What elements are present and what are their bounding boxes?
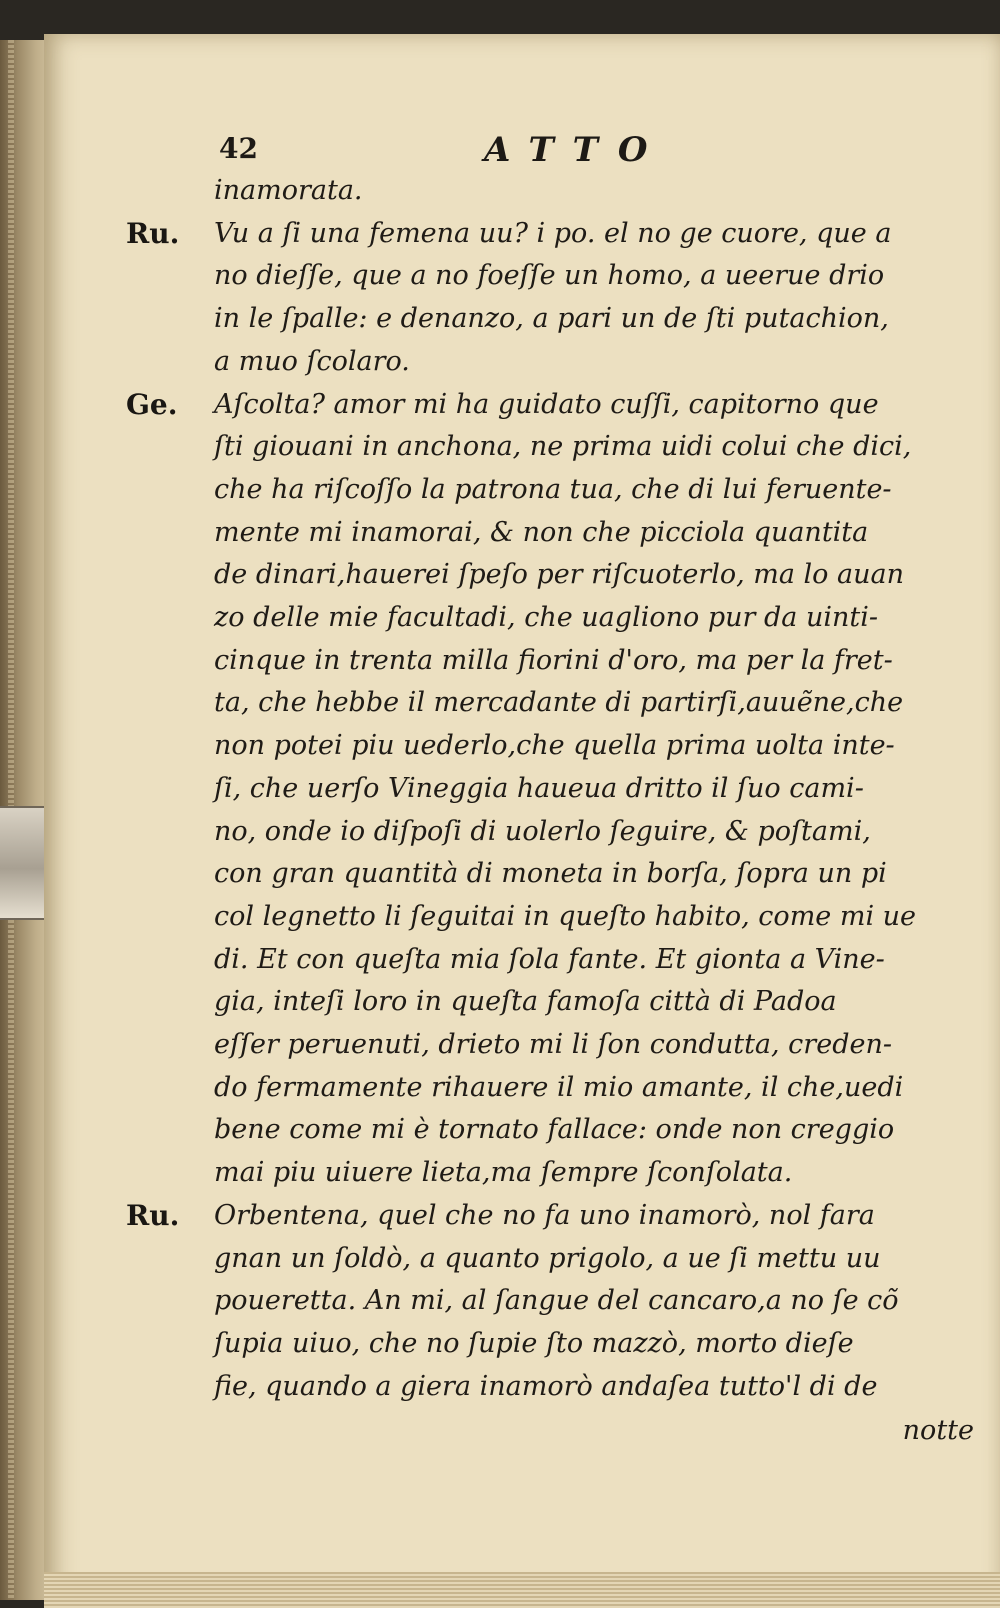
- line-text: no, onde io diſpoſi di uolerlo ſeguire, & poſtami,: [214, 815, 871, 847]
- line-text: no dieſſe, que a no foeſſe un homo, a ueerue drio: [214, 260, 885, 292]
- text-line: [214, 768, 994, 811]
- line-text: de dinari,hauerei ſpeſo per riſcuoterlo, ma lo auan: [214, 559, 904, 591]
- text-line: [214, 469, 994, 512]
- text-line: [214, 981, 994, 1024]
- text-line: [214, 725, 994, 768]
- text-line: [214, 341, 994, 384]
- line-text: non potei piu uederlo,che quella prima uolta inte-: [214, 730, 895, 762]
- line-text: Orbentena, quel che no fa uno inamorò, nol fara: [214, 1199, 875, 1231]
- line-text: mai piu uiuere lieta,ma ſempre ſconſolata.: [214, 1157, 793, 1189]
- line-text: ſti giouani in anchona, ne prima uidi colui che dici,: [214, 431, 912, 463]
- text-line: [214, 811, 994, 854]
- running-title: ATTO: [484, 130, 668, 170]
- line-text: gnan un ſoldò, a quanto prigolo, a ue ſi mettu uu: [214, 1242, 881, 1274]
- line-text: cinque in trenta milla fiorini d'oro, ma per la fret-: [214, 644, 893, 676]
- book-page: [44, 34, 1000, 1608]
- line-text: col legnetto li ſeguitai in queſto habito, come mi ue: [214, 900, 917, 932]
- line-text: di. Et con queſta mia ſola fante. Et gionta a Vine-: [214, 943, 885, 975]
- text-line: [214, 255, 994, 298]
- text-line: [214, 853, 994, 896]
- text-line: [214, 1238, 994, 1281]
- text-line: [214, 170, 994, 213]
- page-header: [44, 130, 1000, 174]
- line-text: zo delle mie facultadi, che uagliono pur da uinti-: [214, 602, 878, 634]
- line-text: fie, quando a giera inamorò andaſea tutto'l di de: [214, 1370, 878, 1402]
- text-line: [126, 1195, 994, 1238]
- text-line: [214, 640, 994, 683]
- text-line: [214, 597, 994, 640]
- text-line: [214, 1152, 994, 1195]
- line-text: eſſer peruenuti, drieto mi li ſon condutta, creden-: [214, 1029, 892, 1061]
- page-number: 42: [219, 132, 258, 165]
- text-line: [214, 426, 994, 469]
- text-line: [214, 896, 994, 939]
- line-text: a muo ſcolaro.: [214, 345, 410, 377]
- line-text: che ha riſcoſſo la patrona tua, che di lui feruente-: [214, 473, 892, 505]
- line-text: poueretta. An mi, al ſangue del cancaro,a no ſe cõ: [214, 1285, 899, 1317]
- text-line: [126, 384, 994, 427]
- page-bottom-edge: [44, 1572, 1000, 1608]
- text-line: [214, 554, 994, 597]
- text-line: [214, 1067, 994, 1110]
- line-text: Vu a ſi una femena uu? i po. el no ge cuore, que a: [214, 217, 892, 249]
- text-line: [214, 1366, 994, 1409]
- speaker-label: Ru.: [126, 1198, 180, 1232]
- dialogue-text: [126, 170, 994, 1453]
- line-text: ſi, che uerſo Vineggia haueua dritto il ſuo cami-: [214, 772, 864, 804]
- line-text: mente mi inamorai, & non che picciola quantita: [214, 516, 869, 548]
- line-text: con gran quantità di moneta in borſa, ſopra un pi: [214, 858, 887, 890]
- line-text: bene come mi è tornato fallace: onde non creggio: [214, 1114, 895, 1146]
- line-text: do fermamente rihauere il mio amante, il che,uedi: [214, 1071, 904, 1103]
- line-text: ta, che hebbe il mercadante di partirſi,auuẽne,che: [214, 687, 904, 719]
- text-line: [214, 1109, 994, 1152]
- line-text: Aſcolta? amor mi ha guidato cuſſi, capitorno que: [214, 388, 879, 420]
- text-line: [214, 298, 994, 341]
- speaker-label: Ge.: [126, 387, 178, 421]
- text-line: [214, 939, 994, 982]
- catchword: notte: [902, 1415, 974, 1447]
- line-text: gia, inteſi loro in queſta famoſa città di Padoa: [214, 986, 837, 1018]
- text-line: [214, 1024, 994, 1067]
- line-text: in le ſpalle: e denanzo, a pari un de ſti putachion,: [214, 303, 889, 335]
- line-text: inamorata.: [214, 175, 363, 206]
- speaker-label: Ru.: [126, 216, 180, 250]
- text-line: [214, 1323, 994, 1366]
- text-line: [214, 682, 994, 725]
- text-line: [126, 213, 994, 256]
- text-line: [214, 512, 994, 555]
- line-text: ſupia uiuo, che no ſupie ſto mazzò, morto dieſe: [214, 1327, 854, 1359]
- text-line: [214, 1280, 994, 1323]
